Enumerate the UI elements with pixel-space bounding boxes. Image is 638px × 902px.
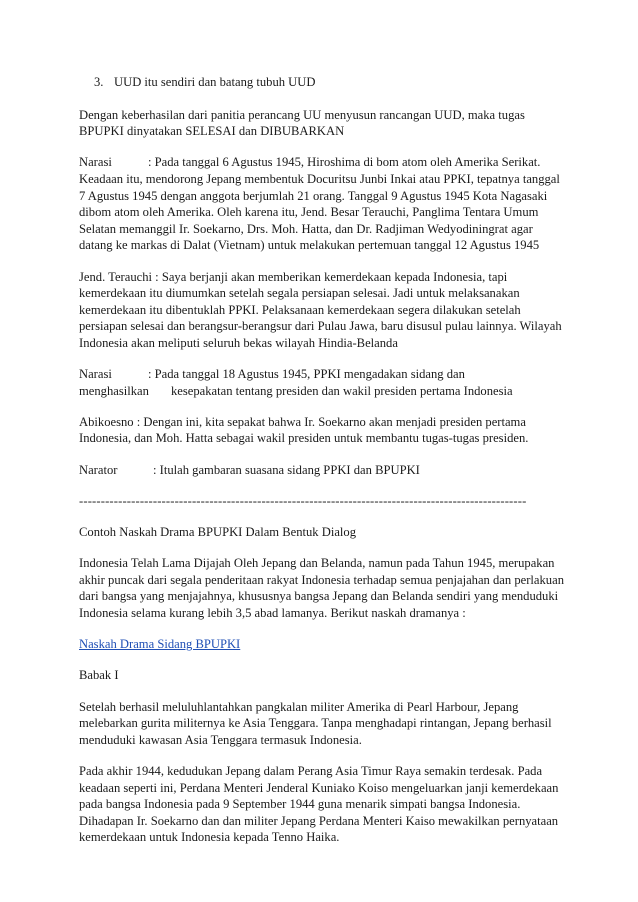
speaker-label: Abikoesno — [79, 414, 134, 429]
list-number: 3. — [94, 75, 104, 89]
dialog-text: kesepakatan tentang presiden dan wakil presiden pertama Indonesia — [170, 383, 513, 398]
speaker-label: Narator — [79, 462, 118, 477]
list-item — [79, 74, 565, 91]
babak-heading: Babak I — [79, 668, 119, 683]
dialog-text: : Dengan ini, kita sepakat bahwa Ir. Soekarno akan menjadi presiden pertama Indonesia, dan Moh. Hatta sebagai wakil presiden untuk membantu tugas-tugas presiden. — [79, 414, 529, 446]
speaker-label: Narasi — [79, 367, 112, 382]
divider: ------------------------------------------------------------------------------------------------------- — [79, 493, 527, 508]
section-title: Contoh Naskah Drama BPUPKI Dalam Bentuk Dialog — [79, 525, 357, 540]
paragraph-babak-2: Pada akhir 1944, kedudukan Jepang dalam Perang Asia Timur Raya semakin terdesak. Pada keadaan seperti ini, Perdana Menteri Jenderal Kuniako Koiso mengeluarkan janji kemerdekaan pada bangsa Indonesia pada 9 September 1944 guna menarik simpati bangsa Indonesia. Dihadapan Ir. Soekarno dan dan militer Jepang Perdana Menteri Kaiso mewakilkan pernyataan kemerdekaan untuk Indonesia kepada Tenno Haika. — [79, 763, 559, 845]
link-paragraph — [79, 636, 565, 653]
speaker-label: Jend. Terauchi — [79, 269, 153, 284]
naskah-drama-link[interactable]: Naskah Drama Sidang BPUPKI — [79, 637, 241, 652]
document-page — [79, 74, 565, 861]
dialog-text: : Saya berjanji akan memberikan kemerdekaan kepada Indonesia, tapi kemerdekaan itu diumumkan setelah segala persiapan selesai. Jadi untuk melaksanakan kemerdekaan itu dibentuklah PPKI. Pelaksanaan kemerdekaan segera dilakukan setelah persiapan selesai dan berangsur-berangsur dari Pulau Jawa, baru disusul pulau lainnya. Wilayah Indonesia akan meliputi seluruh bekas wilayah Hindia-Belanda — [79, 269, 562, 350]
dialog-text: : Itulah gambaran suasana sidang PPKI dan BPUPKI — [153, 462, 420, 477]
dialog-narasi-2 — [79, 366, 565, 399]
dialog-text: : Pada tanggal 18 Agustus 1945, PPKI mengadakan sidang dan — [148, 367, 465, 382]
speaker-label: Narasi — [79, 155, 112, 170]
dialog-narator — [79, 462, 565, 479]
list-item-text: UUD itu sendiri dan batang tubuh UUD — [114, 75, 316, 89]
paragraph-example: Indonesia Telah Lama Dijajah Oleh Jepang dan Belanda, namun pada Tahun 1945, merupakan akhir puncak dari segala penderitaan rakyat Indonesia terhadap semua penjajahan dan perlakuan dari bangsa yang menjajahnya, khususnya bangsa Jepang dan Belanda sendiri yang menduduki Indonesia selama kurang lebih 3,5 abad lamanya. Berikut naskah dramanya : — [79, 556, 564, 620]
paragraph-intro: Dengan keberhasilan dari panitia perancang UU menyusun rancangan UUD, maka tugas BPUPKI dinyatakan SELESAI dan DIBUBARKAN — [79, 107, 525, 139]
dialog-terauchi — [79, 269, 565, 352]
dialog-narasi-1 — [79, 154, 565, 254]
dialog-text: menghasilkan — [79, 383, 149, 398]
dialog-abikoesno — [79, 414, 565, 447]
dialog-text: : Pada tanggal 6 Agustus 1945, Hiroshima di bom atom oleh Amerika Serikat. Keadaan itu, mendorong Jepang membentuk Docuritsu Junbi Inkai atau PPKI, tepatnya tanggal 7 Agustus 1945 dengan anggota berjumlah 21 orang. Tanggal 9 Agustus 1945 Kota Nagasaki dibom atom oleh Amerika. Oleh karena itu, Jend. Besar Terauchi, Panglima Tentara Umum Selatan memanggil Ir. Soekarno, Drs. Moh. Hatta, dan Dr. Radjiman Wedyodiningrat agar datang ke markas di Dalat (Vietnam) untuk melakukan pertemuan tanggal 12 Agustus 1945 — [79, 155, 560, 253]
paragraph-babak-1: Setelah berhasil meluluhlantahkan pangkalan militer Amerika di Pearl Harbour, Jepang melebarkan gurita militernya ke Asia Tenggara. Tanpa menghadapi rintangan, Jepang berhasil menduduki kawasan Asia Tenggara termasuk Indonesia. — [79, 699, 552, 747]
